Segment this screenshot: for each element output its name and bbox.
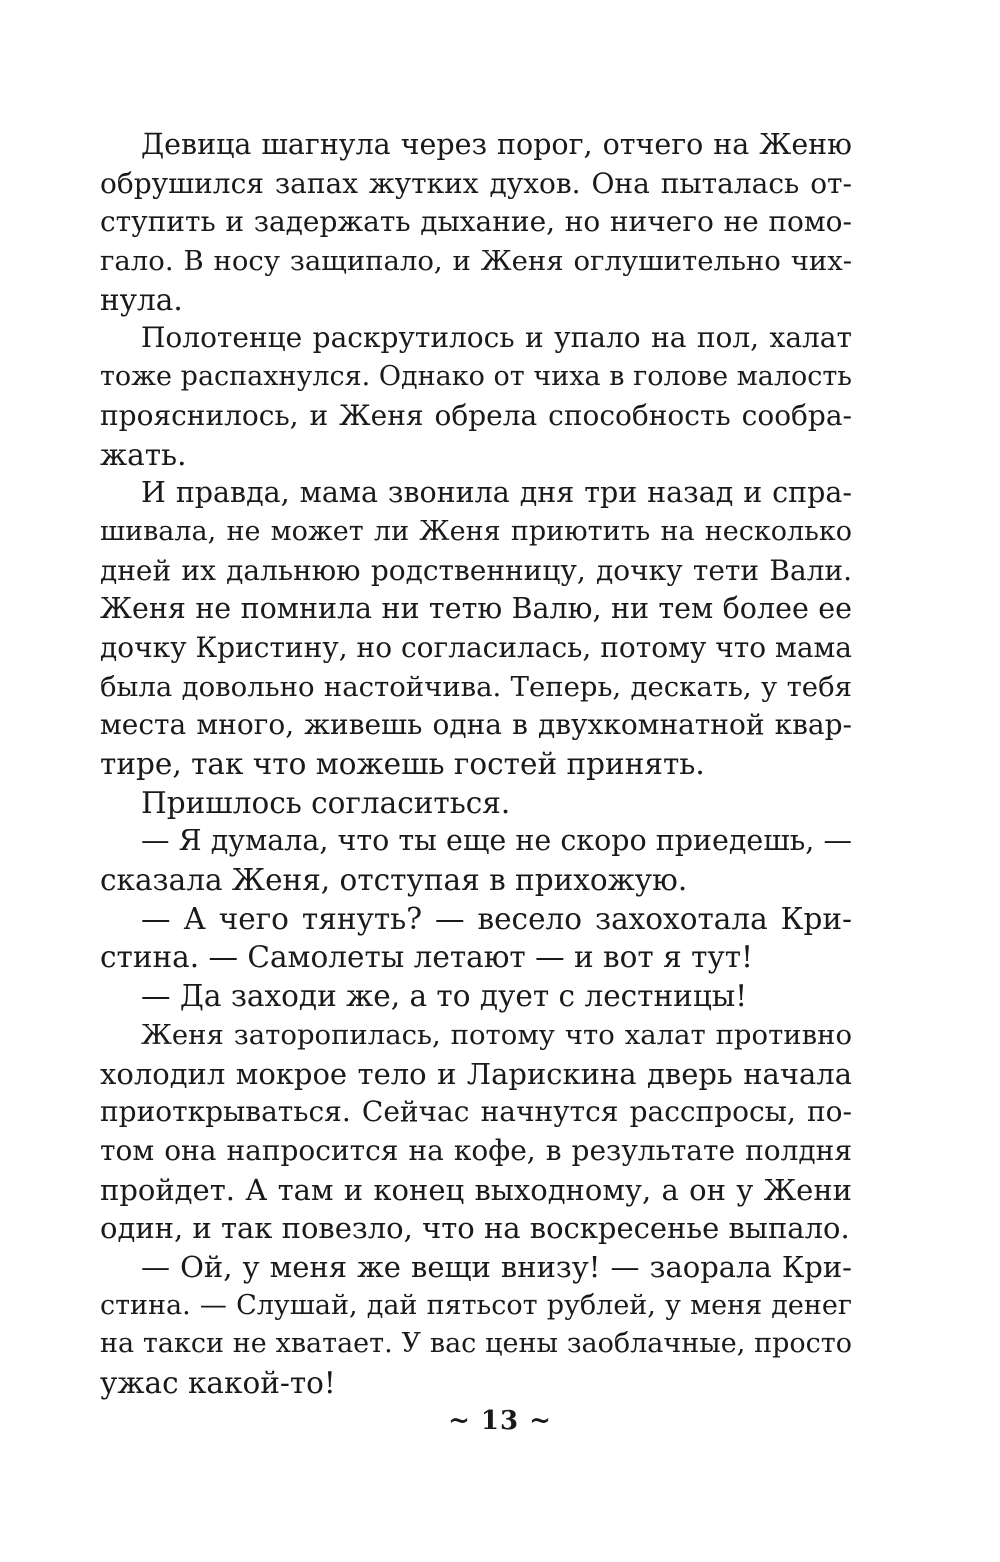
text-line: нула. [100,282,183,317]
text-line: стина. — Слушай, дай пятьсот рублей, у меня денег [100,1289,852,1321]
text-line: тире, так что можешь гостей принять. [100,747,705,781]
page-number: ~ 13 ~ [448,1406,552,1436]
text-line: дочку Кристину, но согласилась, потому что мама [100,630,852,664]
text-line: И правда, мама звонила дня три назад и спра- [141,476,852,510]
text-line: прояснилось, и Женя обрела способность сообра- [100,398,852,432]
text-line: Пришлось согласиться. [141,785,511,820]
text-line: Женя заторопилась, потому что халат противно [141,1018,852,1051]
text-line: места много, живешь одна в двухкомнатной квар- [100,708,852,742]
text-line: была довольно настойчива. Теперь, дескать, у тебя [100,670,852,703]
text-line: Женя не помнила ни тетю Валю, ни тем более ее [100,592,852,626]
text-line: Полотенце раскрутилось и упало на пол, халат [141,321,852,355]
text-line: — Ой, у меня же вещи внизу! — заорала Кри- [141,1249,852,1284]
text-line: пройдет. А там и конец выходному, а он у Жени [100,1172,852,1207]
text-line: холодил мокрое тело и Ларискина дверь начала [100,1056,852,1091]
text-line: сказала Женя, отступая в прихожую. [100,863,688,898]
text-line: ужас какой-то! [100,1366,336,1400]
text-line: — Я думала, что ты еще не скоро приедешь, — [141,824,852,858]
text-line: шивала, не может ли Женя приютить на несколько [100,515,852,547]
text-line: том она напросится на кофе, в результате полдня [100,1133,852,1167]
text-line: приоткрываться. Сейчас начнутся расспросы, по- [100,1095,852,1129]
text-line: жать. [100,437,187,472]
text-line: обрушился запах жутких духов. Она пыталась от- [100,166,852,200]
text-line: на такси не хватает. У вас цены заоблачные, просто [100,1328,852,1360]
text-line: Девица шагнула через порог, отчего на Женю [141,128,852,161]
text-line: дней их дальнюю родственницу, дочку тети Вали. [100,553,852,587]
text-line: тоже распахнулся. Однако от чиха в голове малость [100,361,852,393]
text-line: гало. В носу защипало, и Женя оглушительно чих- [100,245,852,278]
body-text [100,126,852,1403]
text-line: один, и так повезло, что на воскресенье выпало. [100,1211,850,1246]
text-line: — А чего тянуть? — весело захохотала Кри- [141,901,852,936]
text-line: — Да заходи же, а то дует с лестницы! [141,979,748,1014]
text-line: стина. — Самолеты летают — и вот я тут! [100,940,753,975]
text-line: ступить и задержать дыхание, но ничего не помо- [100,205,852,239]
